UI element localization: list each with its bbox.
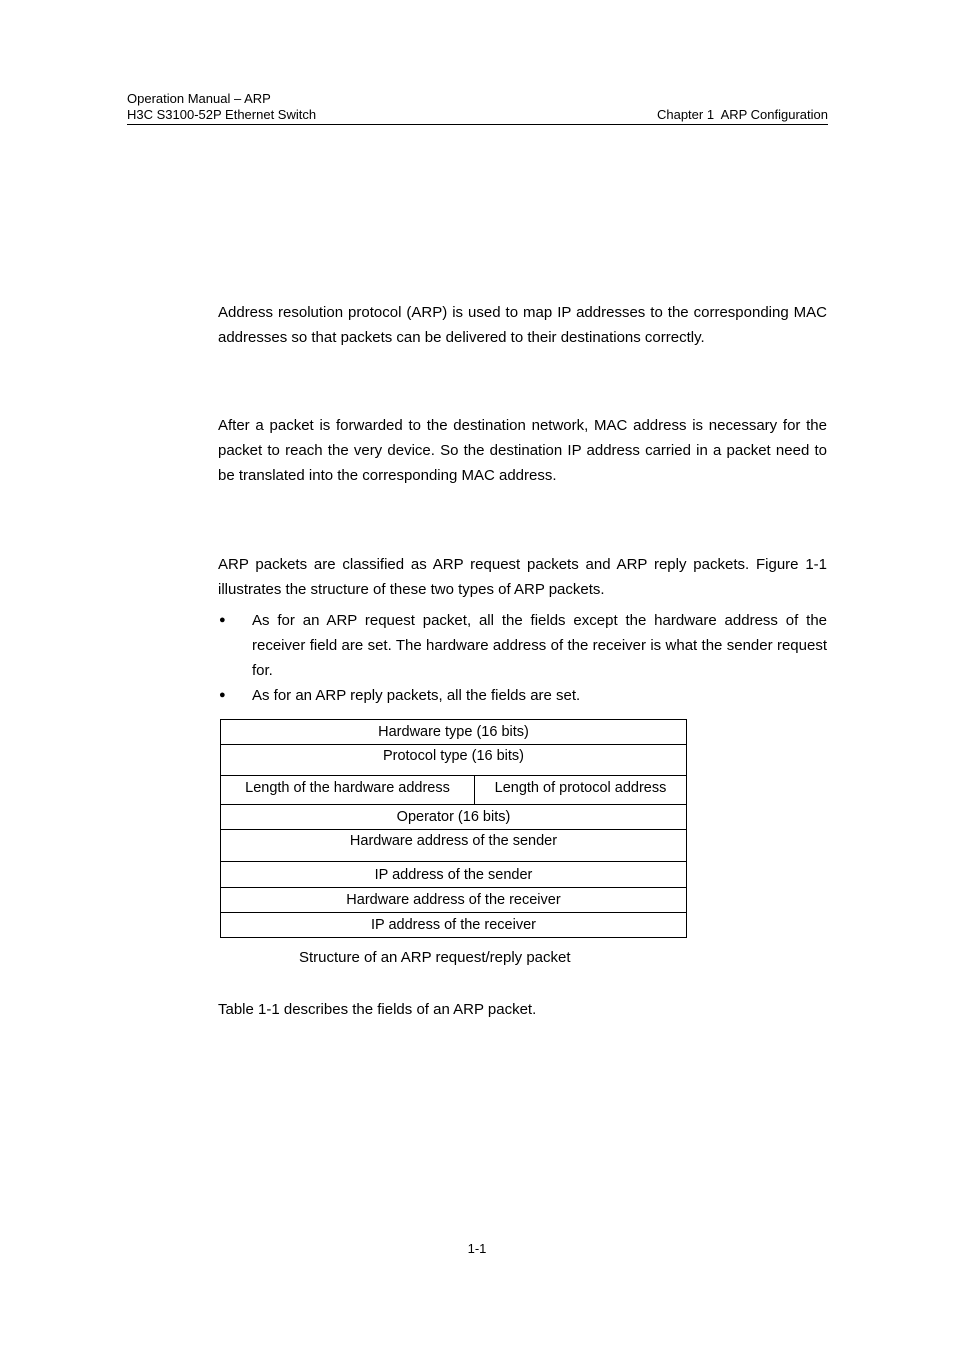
field-sender-hardware-address: Hardware address of the sender [221,830,686,862]
bullet-item-reply [218,683,827,708]
product-name: H3C S3100-52P Ethernet Switch [127,107,317,122]
bullet-text: As for an ARP request packet, all the fields except the hardware address of the receiver field are set. The hardware address of the receiver is what the sender request for. [252,612,827,679]
bullet-list [218,608,827,708]
field-receiver-hardware-address: Hardware address of the receiver [221,888,686,913]
field-receiver-ip-address: IP address of the receiver [371,917,536,933]
intro-paragraph: Address resolution protocol (ARP) is used to map IP addresses to the corresponding MAC addresses so that packets can be delivered to their destinations correctly. [218,304,827,346]
figure-caption: Structure of an ARP request/reply packet [299,949,571,966]
page-header [127,91,828,125]
field-address-lengths [221,776,686,805]
header-left [127,91,316,123]
manual-title: Operation Manual – ARP [127,91,271,106]
arp-packet-structure-figure [220,719,687,938]
page-number: 1-1 [467,1241,487,1256]
field-sender-ip-address: IP address of the sender [221,862,686,888]
field-protocol-type: Protocol type (16 bits) [221,745,686,776]
field-hardware-type: Hardware type (16 bits) [221,720,686,745]
bullet-icon: ● [219,689,226,701]
bullet-item-request [218,608,827,683]
field-operator: Operator (16 bits) [221,805,686,830]
mac-paragraph: After a packet is forwarded to the destination network, MAC address is necessary for the packet to reach the very device. So the destination IP address carried in a packet need to be translated into the corresponding MAC address. [218,417,827,484]
table-reference-paragraph: Table 1-1 describes the fields of an ARP packet. [218,1001,537,1018]
packet-types-paragraph: ARP packets are classified as ARP request packets and ARP reply packets. Figure 1-1 illustrates the structure of these two types of ARP packets. [218,556,827,598]
bullet-icon: ● [219,614,226,626]
chapter-title: Chapter 1 ARP Configuration [656,107,828,122]
field-hardware-address-length: Length of the hardware address [221,776,475,804]
bullet-text: As for an ARP reply packets, all the fields are set. [252,687,581,704]
field-protocol-address-length: Length of protocol address [494,780,667,796]
